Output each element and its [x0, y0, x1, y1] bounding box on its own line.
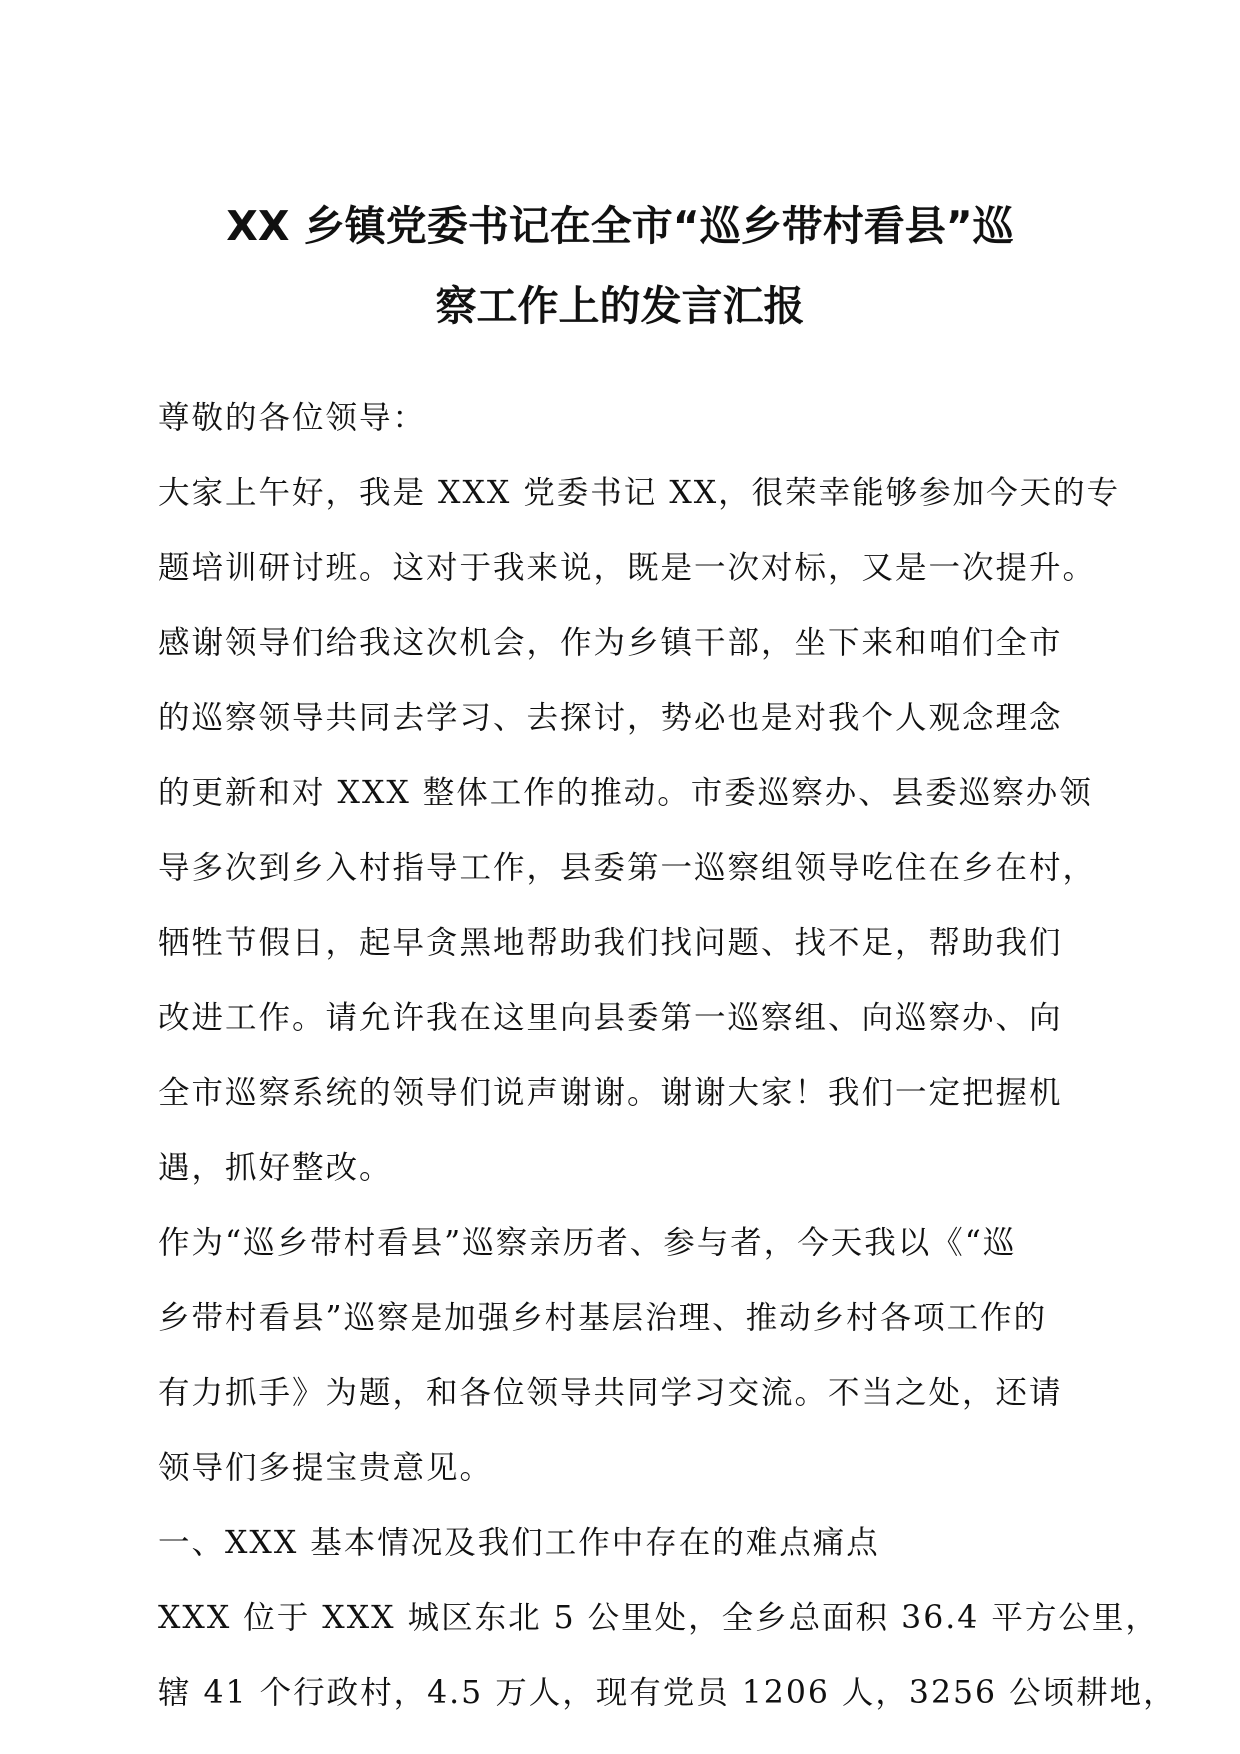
body-line: 的更新和对 XXX 整体工作的推动。市委巡察办、县委巡察办领 — [158, 775, 1093, 811]
body-line: XXX 位于 XXX 城区东北 5 公里处，全乡总面积 36.4 平方公里， — [158, 1600, 1159, 1636]
body-line: 的巡察领导共同去学习、去探讨，势必也是对我个人观念理念 — [158, 700, 1063, 736]
title-line: XX 乡镇党委书记在全市“巡乡带村看县”巡 — [226, 202, 1014, 250]
body-line: 作为“巡乡带村看县”巡察亲历者、参与者，今天我以《“巡 — [158, 1225, 1017, 1261]
body-line: 题培训研讨班。这对于我来说，既是一次对标，又是一次提升。 — [158, 550, 1097, 586]
body-line: 感谢领导们给我这次机会，作为乡镇干部，坐下来和咱们全市 — [158, 625, 1063, 661]
body-line: 大家上午好，我是 XXX 党委书记 XX，很荣幸能够参加今天的专 — [158, 475, 1121, 511]
document-title — [140, 186, 1100, 346]
section-heading: 一、XXX 基本情况及我们工作中存在的难点痛点 — [158, 1525, 880, 1561]
salutation: 尊敬的各位领导： — [158, 400, 427, 436]
body-line: 改进工作。请允许我在这里向县委第一巡察组、向巡察办、向 — [158, 1000, 1063, 1036]
body-line: 全市巡察系统的领导们说声谢谢。谢谢大家！我们一定把握机 — [158, 1075, 1063, 1111]
document-body — [158, 381, 1177, 1731]
body-line: 导多次到乡入村指导工作，县委第一巡察组领导吃住在乡在村， — [158, 850, 1097, 886]
body-line: 牺牲节假日，起早贪黑地帮助我们找问题、找不足，帮助我们 — [158, 925, 1063, 961]
title-line: 察工作上的发言汇报 — [435, 282, 805, 330]
body-line: 领导们多提宝贵意见。 — [158, 1450, 494, 1486]
body-line: 有力抓手》为题，和各位领导共同学习交流。不当之处，还请 — [158, 1375, 1063, 1411]
body-line: 乡带村看县”巡察是加强乡村基层治理、推动乡村各项工作的 — [158, 1300, 1048, 1336]
body-line: 遇，抓好整改。 — [158, 1150, 393, 1186]
body-line: 辖 41 个行政村，4.5 万人，现有党员 1206 人，3256 公顷耕地， — [158, 1675, 1177, 1711]
